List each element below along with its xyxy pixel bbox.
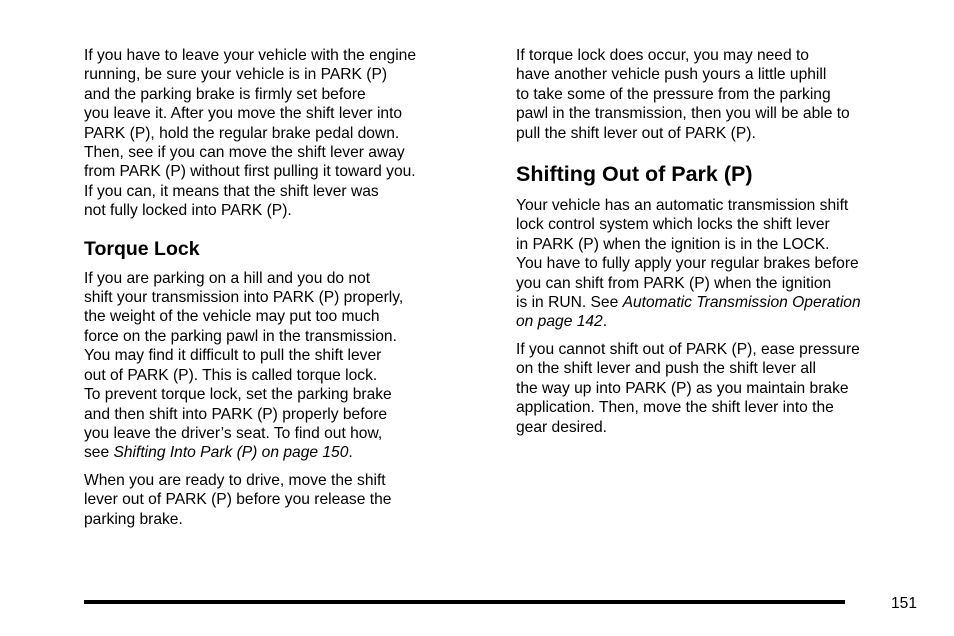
torque-lock-occurs-paragraph: If torque lock does occur, you may need to have another vehicle push yours a little uphill to take some of the pressure from the parking pawl in the transmission, then you will be able to pull the shift lever out of PARK (P). bbox=[516, 47, 850, 142]
shifting-into-park-reference: Shifting Into Park (P) on page 150 bbox=[113, 444, 349, 462]
torque-lock-paragraph: If you are parking on a hill and you do not shift your transmission into PARK (P) properly, the weight of the vehicle may put too much force on the parking pawl in the transmission. You may find it difficult to pull the shift lever out of PARK (P). This is called torque lock. To prevent torque lock, set the parking brake and then shift into PARK (P) properly before you leave the driver’s seat. To find out how, see Shifting Into Park (P) on page 150. bbox=[84, 269, 404, 462]
torque-lock-heading: Torque Lock bbox=[84, 237, 200, 260]
automatic-transmission-page-reference: on page 142 bbox=[516, 313, 603, 331]
automatic-transmission-reference: Automatic Transmission Operation bbox=[622, 294, 861, 312]
page-number: 151 bbox=[890, 595, 917, 612]
shift-lock-paragraph: Your vehicle has an automatic transmission shift lock control system which locks the shift lever in PARK (P) when the ignition is in the LOCK. You have to fully apply your regular brakes before you can shift from PARK (P) when the ignition is in RUN. See Automatic Transmission Operation on page 142. bbox=[516, 197, 861, 331]
ready-to-drive-paragraph: When you are ready to drive, move the shift lever out of PARK (P) before you release the parking brake. bbox=[84, 471, 392, 528]
engine-running-paragraph: If you have to leave your vehicle with the engine running, be sure your vehicle is in PARK (P) and the parking brake is firmly set before you leave it. After you move the shift lever into PARK (P), hold the regular brake pedal down. Then, see if you can move the shift lever away from PARK (P) without first pulling it toward you. If you can, it means that the shift lever was not fully locked into PARK (P). bbox=[84, 47, 417, 220]
left-column bbox=[84, 46, 484, 529]
cannot-shift-paragraph: If you cannot shift out of PARK (P), ease pressure on the shift lever and push the shift lever all the way up into PARK (P) as you maintain brake application. Then, move the shift lever into the gear desired. bbox=[516, 340, 860, 436]
footer-rule bbox=[84, 600, 845, 604]
shifting-out-of-park-heading: Shifting Out of Park (P) bbox=[516, 162, 753, 187]
right-column bbox=[516, 46, 926, 437]
